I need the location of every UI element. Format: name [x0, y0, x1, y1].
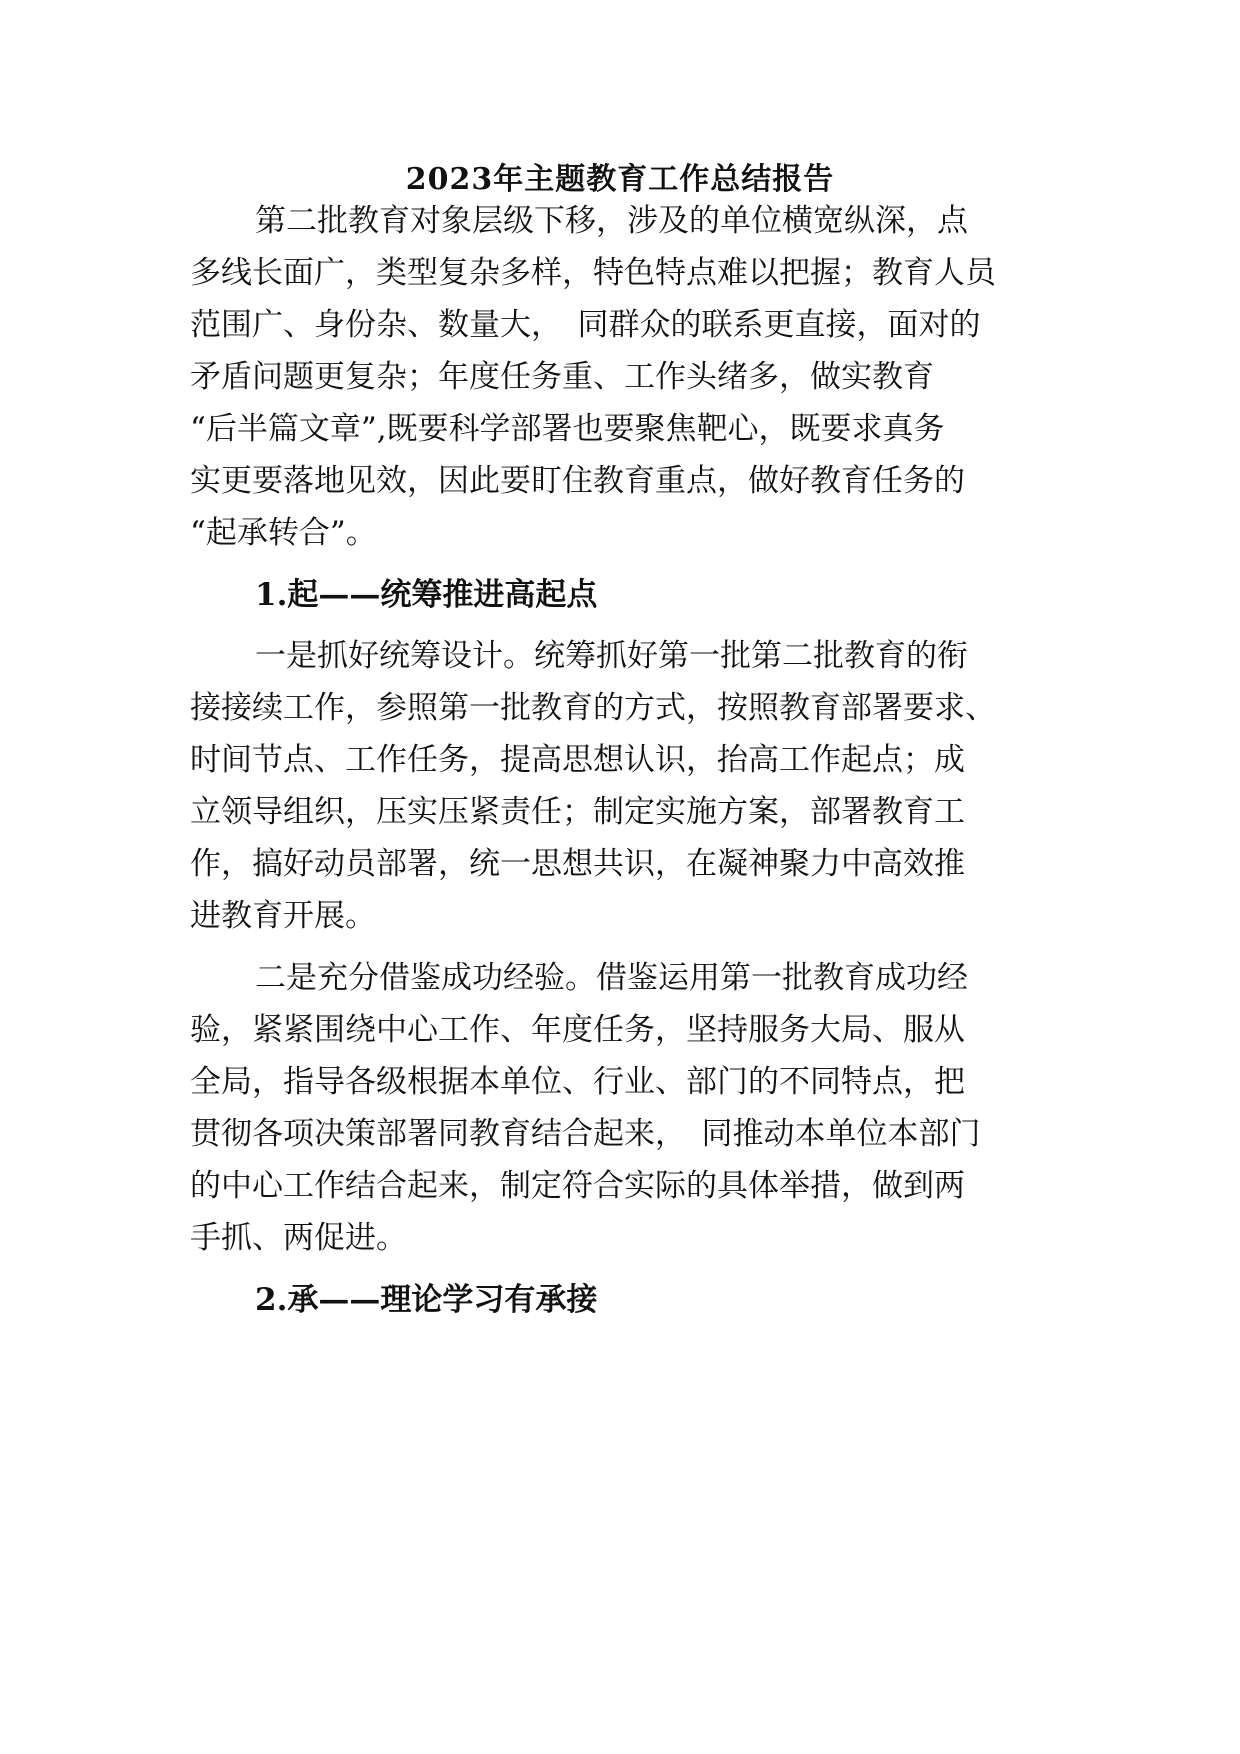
paragraph-3-line-5: 的中心工作结合起来，制定符合实际的具体举措，做到两	[190, 1168, 965, 1204]
paragraph-2-line-1: 一是抓好统筹设计。统筹抓好第一批第二批教育的衔	[255, 638, 968, 674]
section-heading-1: 1.起——统筹推进高起点	[255, 577, 598, 613]
document-title: 2023年主题教育工作总结报告	[405, 162, 835, 197]
paragraph-2-line-5: 作，搞好动员部署，统一思想共识，在凝神聚力中高效推	[190, 846, 965, 882]
paragraph-2-line-6: 进教育开展。	[190, 898, 376, 934]
paragraph-3-line-4: 贯彻各项决策部署同教育结合起来， 同推动本单位本部门	[190, 1116, 981, 1152]
paragraph-2-line-2: 接接续工作，参照第一批教育的方式，按照教育部署要求、	[190, 690, 996, 726]
paragraph-1-line-2: 多线长面广，类型复杂多样，特色特点难以把握；教育人员	[190, 255, 996, 291]
paragraph-2-line-4: 立领导组织，压实压紧责任；制定实施方案，部署教育工	[190, 794, 965, 830]
section-heading-2: 2.承——理论学习有承接	[255, 1282, 598, 1318]
paragraph-1-line-3: 范围广、身份杂、数量大， 同群众的联系更直接，面对的	[190, 307, 981, 343]
paragraph-3-line-1: 二是充分借鉴成功经验。借鉴运用第一批教育成功经	[255, 960, 968, 996]
paragraph-3-line-3: 全局，指导各级根据本单位、行业、部门的不同特点，把	[190, 1064, 965, 1100]
paragraph-3-line-6: 手抓、两促进。	[190, 1220, 407, 1256]
paragraph-2-line-3: 时间节点、工作任务，提高思想认识，抬高工作起点；成	[190, 742, 965, 778]
paragraph-1-line-1: 第二批教育对象层级下移，涉及的单位横宽纵深，点	[255, 203, 968, 239]
paragraph-3-line-2: 验，紧紧围绕中心工作、年度任务，坚持服务大局、服从	[190, 1012, 965, 1048]
paragraph-1-line-7: “起承转合”。	[190, 515, 377, 551]
paragraph-1-line-4: 矛盾问题更复杂；年度任务重、工作头绪多，做实教育	[190, 359, 934, 395]
paragraph-1-line-6: 实更要落地见效，因此要盯住教育重点，做好教育任务的	[190, 463, 965, 499]
paragraph-1-line-5: “后半篇文章”,既要科学部署也要聚焦靶心，既要求真务	[190, 411, 945, 447]
